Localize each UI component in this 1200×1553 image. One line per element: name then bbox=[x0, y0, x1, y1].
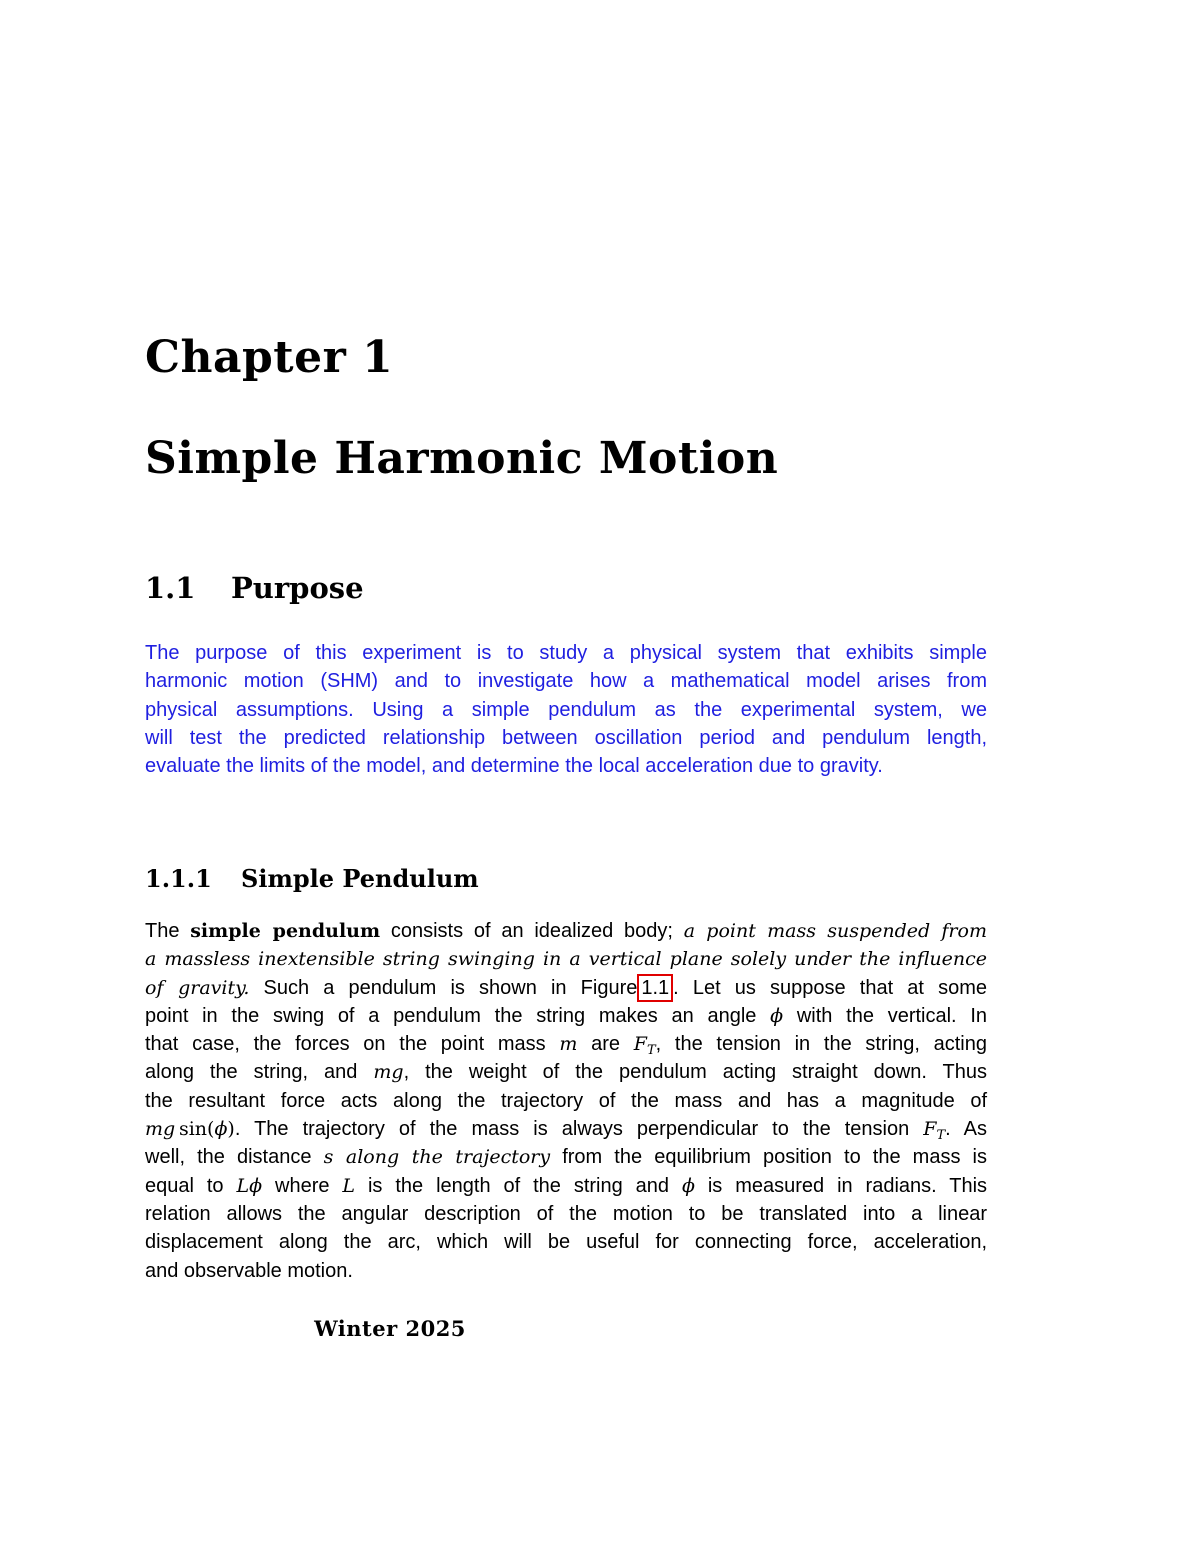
text-run: , the weight of the pendulum acting straight down. Thus bbox=[403, 1061, 987, 1084]
math-m: m bbox=[559, 1033, 578, 1056]
text-run: point in the swing of a pendulum the string makes an angle bbox=[145, 1004, 757, 1027]
chapter-label: Chapter 1 bbox=[145, 332, 394, 383]
section-heading bbox=[145, 571, 364, 605]
text-run: . The trajectory of the mass is always perpendicular to the tension bbox=[234, 1118, 910, 1141]
math-tension bbox=[633, 1033, 656, 1059]
paragraph-line: the resultant force acts along the trajectory of the mass and has a magnitude of bbox=[145, 1089, 987, 1112]
paragraph-line: relation allows the angular description of the motion to be translated into a linear bbox=[145, 1202, 987, 1225]
text-run: equal to bbox=[145, 1174, 224, 1197]
purpose-line: will test the predicted relationship between oscillation period and pendulum length, bbox=[145, 726, 987, 749]
emphasis-text: of gravity. bbox=[145, 976, 250, 999]
math-close-paren: ) bbox=[227, 1118, 235, 1141]
text-run: is measured in radians. This bbox=[707, 1174, 988, 1197]
purpose-line: harmonic motion (SHM) and to investigate how a mathematical model arises from bbox=[145, 670, 987, 693]
section-title: Purpose bbox=[231, 571, 364, 605]
math-l: L bbox=[342, 1174, 356, 1197]
math-tension bbox=[923, 1118, 946, 1144]
text-run: Such a pendulum is shown in Figure bbox=[263, 976, 638, 999]
math-subscript-t: T bbox=[936, 1128, 946, 1144]
text-run: , the tension in the string, acting bbox=[655, 1033, 987, 1056]
subsection-heading bbox=[145, 864, 479, 893]
subsection-number: 1.1.1 bbox=[145, 864, 212, 893]
math-lphi: Lϕ bbox=[236, 1174, 263, 1197]
purpose-line: physical assumptions. Using a simple pendulum as the experimental system, we bbox=[145, 698, 987, 721]
text-run: are bbox=[591, 1033, 621, 1056]
pendulum-paragraph bbox=[145, 917, 987, 1285]
text-run: is the length of the string and bbox=[367, 1174, 670, 1197]
purpose-line: evaluate the limits of the model, and determine the local acceleration due to gravity. bbox=[145, 755, 883, 778]
math-mg: mg bbox=[373, 1061, 404, 1084]
text-run: that case, the forces on the point mass bbox=[145, 1033, 546, 1056]
subsection-title: Simple Pendulum bbox=[241, 864, 479, 893]
math-f: F bbox=[633, 1033, 647, 1056]
term-simple-pendulum: simple pendulum bbox=[190, 920, 381, 942]
figure-reference-link[interactable]: 1.1 bbox=[637, 974, 673, 1002]
math-phi: ϕ bbox=[770, 1004, 784, 1027]
emphasis-text: s along the trajectory bbox=[323, 1146, 551, 1169]
text-run: from the equilibrium position to the mass is bbox=[562, 1146, 987, 1169]
text-run: with the vertical. In bbox=[796, 1004, 988, 1027]
math-phi: ϕ bbox=[681, 1174, 695, 1197]
paragraph-line bbox=[145, 917, 987, 945]
paragraph-line bbox=[145, 1115, 987, 1143]
paragraph-line bbox=[145, 1143, 987, 1171]
purpose-line: The purpose of this experiment is to study a physical system that exhibits simple bbox=[145, 642, 987, 664]
math-magnitude bbox=[145, 1118, 235, 1140]
chapter-title: Simple Harmonic Motion bbox=[145, 433, 779, 484]
paragraph-line bbox=[145, 945, 987, 973]
intro-the: The bbox=[145, 920, 180, 942]
text-run: well, the distance bbox=[145, 1146, 312, 1169]
paragraph-line bbox=[145, 1172, 987, 1200]
math-f: F bbox=[923, 1118, 937, 1141]
paragraph-line bbox=[145, 1030, 987, 1058]
section-number: 1.1 bbox=[145, 571, 196, 605]
paragraph-line: and observable motion. bbox=[145, 1259, 353, 1282]
text-run: . Let us suppose that at some bbox=[673, 976, 988, 999]
math-sin: sin( bbox=[178, 1118, 215, 1141]
text-run: . As bbox=[945, 1118, 987, 1141]
emphasis-text: a massless inextensible string swinging in a vertical plane solely under the influence bbox=[145, 948, 987, 971]
intro-rest: consists of an idealized body; bbox=[390, 920, 673, 942]
page-footer: Winter 2025 bbox=[314, 1316, 466, 1341]
emphasis-text: a point mass suspended from bbox=[683, 920, 987, 942]
math-mg: mg bbox=[145, 1118, 176, 1141]
purpose-paragraph bbox=[145, 639, 987, 780]
math-subscript-t: T bbox=[646, 1043, 656, 1059]
text-run: where bbox=[275, 1174, 330, 1197]
paragraph-line bbox=[145, 1058, 987, 1086]
math-phi: ϕ bbox=[214, 1118, 228, 1141]
text-run: along the string, and bbox=[145, 1061, 358, 1084]
paragraph-line: displacement along the arc, which will be useful for connecting force, acceleration, bbox=[145, 1231, 987, 1254]
paragraph-line bbox=[145, 974, 987, 1002]
paragraph-line bbox=[145, 1002, 987, 1030]
